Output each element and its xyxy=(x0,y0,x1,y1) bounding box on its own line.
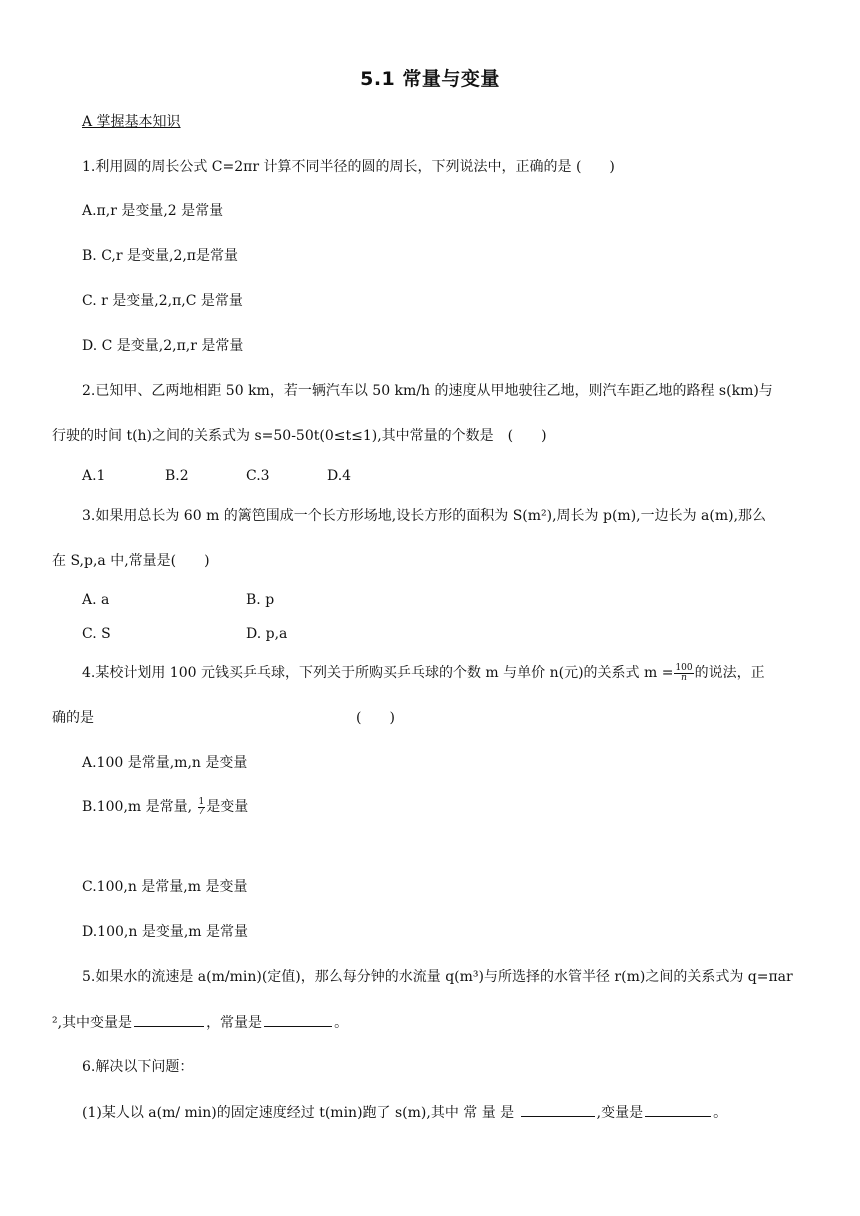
fraction-100-over-n: $\frac{100}{n}$ xyxy=(675,662,693,683)
question-4-stem-line1 xyxy=(82,663,765,683)
answer-blank-variables[interactable] xyxy=(134,1012,204,1027)
question-1-option-a: A.π,r 是变量,2 是常量 xyxy=(82,203,224,219)
answer-blank-constants[interactable] xyxy=(264,1012,332,1027)
section-heading-a: A 掌握基本知识 xyxy=(82,114,181,130)
question-2-stem-line1: 2.已知甲、乙两地相距 50 km，若一辆汽车以 50 km/h 的速度从甲地驶往乙地，则汽车距乙地的路程 s(km)与 xyxy=(82,383,773,399)
fraction-1-over-7: $\frac{1}{7}$ xyxy=(198,796,205,817)
question-5-stem-line1: 5.如果水的流速是 a(m/min)(定值)，那么每分钟的水流量 q(m³)与所选择的水管半径 r(m)之间的关系式为 q=πar xyxy=(82,969,793,985)
question-4-stem-tail: 的说法，正 xyxy=(694,665,765,681)
question-2-option-a: A.1 xyxy=(82,468,106,484)
question-3-option-d: D. p,a xyxy=(246,626,288,642)
question-3-option-c: C. S xyxy=(82,626,111,642)
question-5-stem-line2: ²,其中变量是 ，常量是 。 xyxy=(52,1012,348,1033)
question-4-option-b: B.100,m 是常量, $\frac{1}{7}$ 是变量 xyxy=(82,796,249,817)
question-6-part-1: (1)某人以 a(m/ min)的固定速度经过 t(min)跑了 s(m),其中 常 量 是 ,变量是 。 xyxy=(82,1102,727,1123)
question-1-stem: 1.利用圆的周长公式 C=2πr 计算不同半径的圆的周长，下列说法中，正确的是 ( ) xyxy=(82,159,615,175)
question-1-option-b: B. C,r 是变量,2,π是常量 xyxy=(82,248,239,264)
question-2-option-d: D.4 xyxy=(327,468,352,484)
question-2-stem-line2: 行驶的时间 t(h)之间的关系式为 s=50-50t(0≤t≤1),其中常量的个数是 ( ) xyxy=(52,428,547,444)
question-2-option-c: C.3 xyxy=(246,468,270,484)
question-4-stem-line2: 确的是 xyxy=(52,710,94,726)
answer-blank-variable[interactable] xyxy=(645,1102,711,1117)
question-3-option-a: A. a xyxy=(82,592,110,608)
question-3-option-b: B. p xyxy=(246,592,275,608)
question-2-option-b: B.2 xyxy=(165,468,189,484)
question-4-option-d: D.100,n 是变量,m 是常量 xyxy=(82,924,248,940)
answer-blank-constant[interactable] xyxy=(521,1102,595,1117)
question-6-stem: 6.解决以下问题： xyxy=(82,1059,194,1075)
page-title: 5.1 常量与变量 xyxy=(360,68,500,90)
question-4-stem-text: 4.某校计划用 100 元钱买乒乓球，下列关于所购买乒乓球的个数 m 与单价 n(元)的关系式 m = xyxy=(82,665,674,681)
question-4-answer-paren: ( ) xyxy=(356,710,395,726)
question-4-option-c: C.100,n 是常量,m 是变量 xyxy=(82,879,248,895)
question-1-option-d: D. C 是变量,2,π,r 是常量 xyxy=(82,338,244,354)
question-4-option-a: A.100 是常量,m,n 是变量 xyxy=(82,755,248,771)
question-3-stem-line1: 3.如果用总长为 60 m 的篱笆围成一个长方形场地,设长方形的面积为 S(m²),周长为 p(m),一边长为 a(m),那么 xyxy=(82,508,767,524)
question-1-option-c: C. r 是变量,2,π,C 是常量 xyxy=(82,293,243,309)
question-3-stem-line2: 在 S,p,a 中,常量是( ) xyxy=(52,553,210,569)
